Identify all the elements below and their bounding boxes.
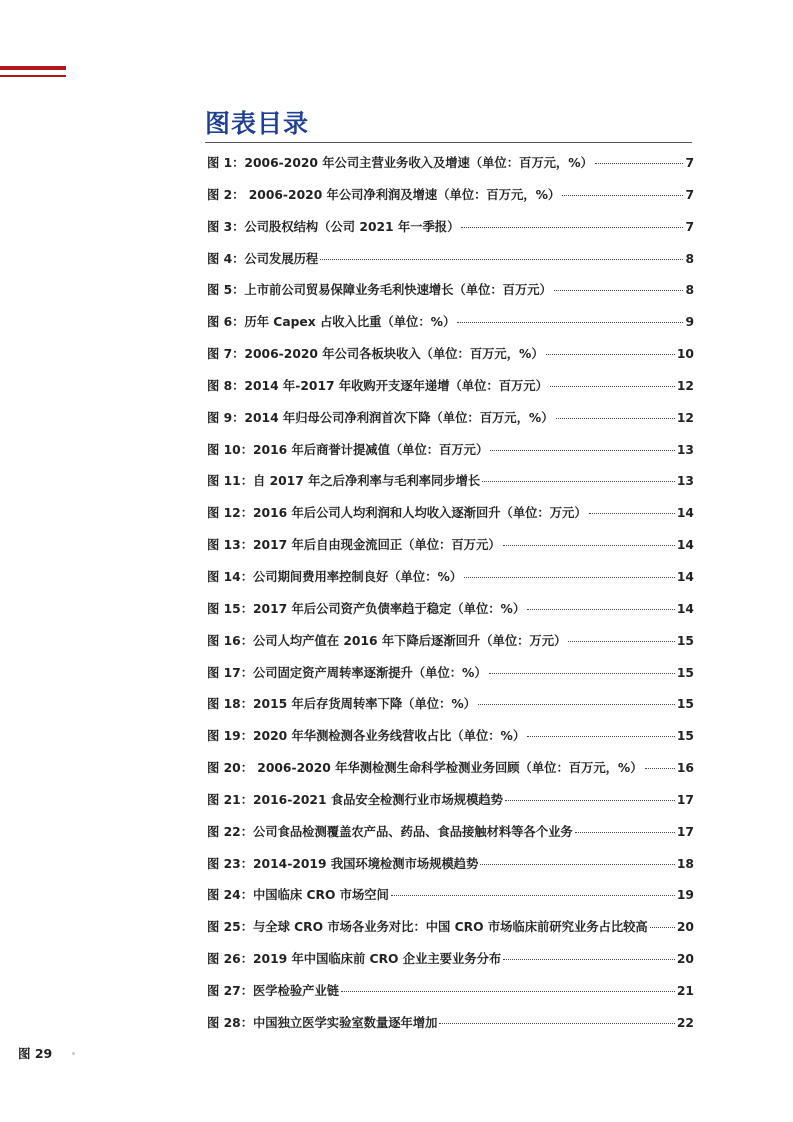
toc-dot-leader	[478, 704, 675, 705]
toc-entry-title: 图 23：2014-2019 我国环境检测市场规模趋势	[207, 856, 479, 871]
toc-entry-title: 图 20： 2006-2020 年华测检测生命科学检测业务回顾（单位：百万元，%）	[207, 761, 643, 776]
toc-entry-page: 22	[676, 1015, 694, 1030]
toc-list	[207, 152, 694, 1044]
toc-dot-leader	[320, 259, 683, 260]
toc-entry-page: 20	[676, 952, 694, 967]
toc-entry[interactable]	[207, 662, 694, 694]
toc-entry-title: 图 22：公司食品检测覆盖农产品、药品、食品接触材料等各个业务	[207, 824, 573, 839]
toc-entry-page: 15	[676, 633, 694, 648]
toc-entry-page: 7	[685, 219, 694, 234]
toc-entry[interactable]	[207, 821, 694, 853]
page-title: 图表目录	[205, 109, 310, 138]
toc-entry-page: 14	[676, 569, 694, 584]
toc-dot-leader	[650, 927, 675, 928]
toc-entry[interactable]	[207, 534, 694, 566]
toc-dot-leader	[341, 991, 675, 992]
toc-entry[interactable]	[207, 470, 694, 502]
toc-dot-leader	[490, 450, 675, 451]
toc-entry[interactable]	[207, 311, 694, 343]
toc-entry-page: 21	[676, 983, 694, 998]
toc-entry[interactable]	[207, 1012, 694, 1044]
toc-entry-title: 图 12：2016 年后公司人均利润和人均收入逐渐回升（单位：万元）	[207, 506, 587, 521]
toc-entry[interactable]	[207, 948, 694, 980]
toc-entry-title: 图 11：自 2017 年之后净利率与毛利率同步增长	[207, 474, 481, 489]
toc-entry-title: 图 17：公司固定资产周转率逐渐提升（单位：%）	[207, 665, 487, 680]
toc-entry-page: 12	[676, 410, 694, 425]
toc-entry-page: 14	[676, 538, 694, 553]
toc-dot-leader	[439, 1023, 674, 1024]
toc-dot-leader	[527, 609, 675, 610]
footer-dot	[72, 1052, 75, 1055]
toc-dot-leader	[645, 768, 675, 769]
toc-entry-page: 13	[676, 474, 694, 489]
toc-entry-title: 图 8：2014 年-2017 年收购开支逐年递增（单位：百万元）	[207, 378, 548, 393]
toc-entry-page: 15	[676, 729, 694, 744]
header-accent-line	[0, 75, 66, 77]
toc-dot-leader	[505, 800, 675, 801]
toc-entry-page: 14	[676, 601, 694, 616]
toc-entry-page: 14	[676, 506, 694, 521]
toc-entry-title: 图 19：2020 年华测检测各业务线营收占比（单位：%）	[207, 729, 526, 744]
toc-entry-title: 图 14：公司期间费用率控制良好（单位：%）	[207, 569, 463, 584]
toc-dot-leader	[556, 418, 675, 419]
toc-entry[interactable]	[207, 980, 694, 1012]
toc-dot-leader	[575, 832, 675, 833]
toc-entry-page: 17	[676, 824, 694, 839]
toc-entry-title: 图 9：2014 年归母公司净利润首次下降（单位：百万元，%）	[207, 410, 554, 425]
toc-entry[interactable]	[207, 439, 694, 471]
toc-entry[interactable]	[207, 566, 694, 598]
toc-entry[interactable]	[207, 630, 694, 662]
toc-dot-leader	[482, 481, 675, 482]
toc-dot-leader	[546, 354, 675, 355]
toc-dot-leader	[480, 864, 674, 865]
toc-entry-page: 9	[685, 315, 694, 330]
toc-dot-leader	[503, 959, 675, 960]
toc-entry-title: 图 25：与全球 CRO 市场各业务对比：中国 CRO 市场临床前研究业务占比较高	[207, 920, 648, 935]
toc-entry[interactable]	[207, 343, 694, 375]
toc-entry[interactable]	[207, 757, 694, 789]
toc-entry-page: 17	[676, 792, 694, 807]
toc-entry-title: 图 13：2017 年后自由现金流回正（单位：百万元）	[207, 538, 501, 553]
toc-entry-page: 15	[676, 697, 694, 712]
toc-entry-title: 图 5：上市前公司贸易保障业务毛利快速增长（单位：百万元）	[207, 283, 552, 298]
toc-entry[interactable]	[207, 502, 694, 534]
toc-entry-title: 图 27：医学检验产业链	[207, 983, 340, 998]
toc-entry[interactable]	[207, 598, 694, 630]
toc-dot-leader	[489, 673, 675, 674]
page-footer-label: 图 29	[18, 1046, 53, 1061]
toc-entry-title: 图 18：2015 年后存货周转率下降（单位：%）	[207, 697, 476, 712]
toc-dot-leader	[554, 290, 684, 291]
toc-entry-title: 图 28：中国独立医学实验室数量逐年增加	[207, 1015, 438, 1030]
toc-entry-page: 10	[676, 347, 694, 362]
toc-entry-title: 图 15：2017 年后公司资产负债率趋于稳定（单位：%）	[207, 601, 526, 616]
toc-entry[interactable]	[207, 725, 694, 757]
title-divider	[205, 142, 692, 143]
toc-entry-title: 图 3：公司股权结构（公司 2021 年一季报）	[207, 219, 460, 234]
toc-entry[interactable]	[207, 216, 694, 248]
toc-entry[interactable]	[207, 407, 694, 439]
toc-entry-page: 8	[685, 283, 694, 298]
toc-dot-leader	[550, 386, 675, 387]
toc-entry[interactable]	[207, 789, 694, 821]
toc-dot-leader	[562, 195, 683, 196]
toc-dot-leader	[589, 513, 675, 514]
toc-dot-leader	[464, 577, 675, 578]
toc-entry[interactable]	[207, 884, 694, 916]
toc-entry-page: 15	[676, 665, 694, 680]
toc-dot-leader	[503, 545, 675, 546]
toc-entry-page: 18	[676, 856, 694, 871]
toc-entry-page: 7	[685, 187, 694, 202]
toc-entry-title: 图 26：2019 年中国临床前 CRO 企业主要业务分布	[207, 952, 502, 967]
header-accent-bar	[0, 66, 66, 70]
toc-entry[interactable]	[207, 248, 694, 280]
toc-dot-leader	[568, 641, 675, 642]
toc-entry-title: 图 1：2006-2020 年公司主营业务收入及增速（单位：百万元，%）	[207, 156, 593, 170]
toc-dot-leader	[457, 322, 683, 323]
toc-entry[interactable]	[207, 375, 694, 407]
toc-dot-leader	[595, 163, 684, 164]
toc-entry-page: 13	[676, 442, 694, 457]
toc-entry-page: 8	[685, 251, 694, 266]
toc-entry[interactable]	[207, 916, 694, 948]
toc-dot-leader	[391, 895, 675, 896]
toc-entry-title: 图 6：历年 Capex 占收入比重（单位：%）	[207, 315, 456, 330]
toc-entry[interactable]	[207, 184, 694, 216]
toc-entry-title: 图 2： 2006-2020 年公司净利润及增速（单位：百万元，%）	[207, 187, 561, 202]
toc-entry-title: 图 10：2016 年后商誉计提减值（单位：百万元）	[207, 442, 489, 457]
toc-entry-title: 图 16：公司人均产值在 2016 年下降后逐渐回升（单位：万元）	[207, 633, 567, 648]
toc-entry-title: 图 7：2006-2020 年公司各板块收入（单位：百万元，%）	[207, 347, 544, 362]
toc-entry[interactable]	[207, 152, 694, 184]
toc-entry-title: 图 21：2016-2021 食品安全检测行业市场规模趋势	[207, 792, 503, 807]
toc-entry-page: 16	[676, 761, 694, 776]
toc-entry[interactable]	[207, 853, 694, 885]
toc-entry-title: 图 4：公司发展历程	[207, 251, 319, 266]
toc-entry-page: 12	[676, 378, 694, 393]
toc-entry-page: 19	[676, 888, 694, 903]
toc-dot-leader	[527, 736, 675, 737]
toc-dot-leader	[461, 227, 683, 228]
toc-entry-title: 图 24：中国临床 CRO 市场空间	[207, 888, 389, 903]
toc-entry-page: 7	[685, 156, 694, 170]
toc-entry-page: 20	[676, 920, 694, 935]
toc-entry[interactable]	[207, 279, 694, 311]
toc-entry[interactable]	[207, 693, 694, 725]
